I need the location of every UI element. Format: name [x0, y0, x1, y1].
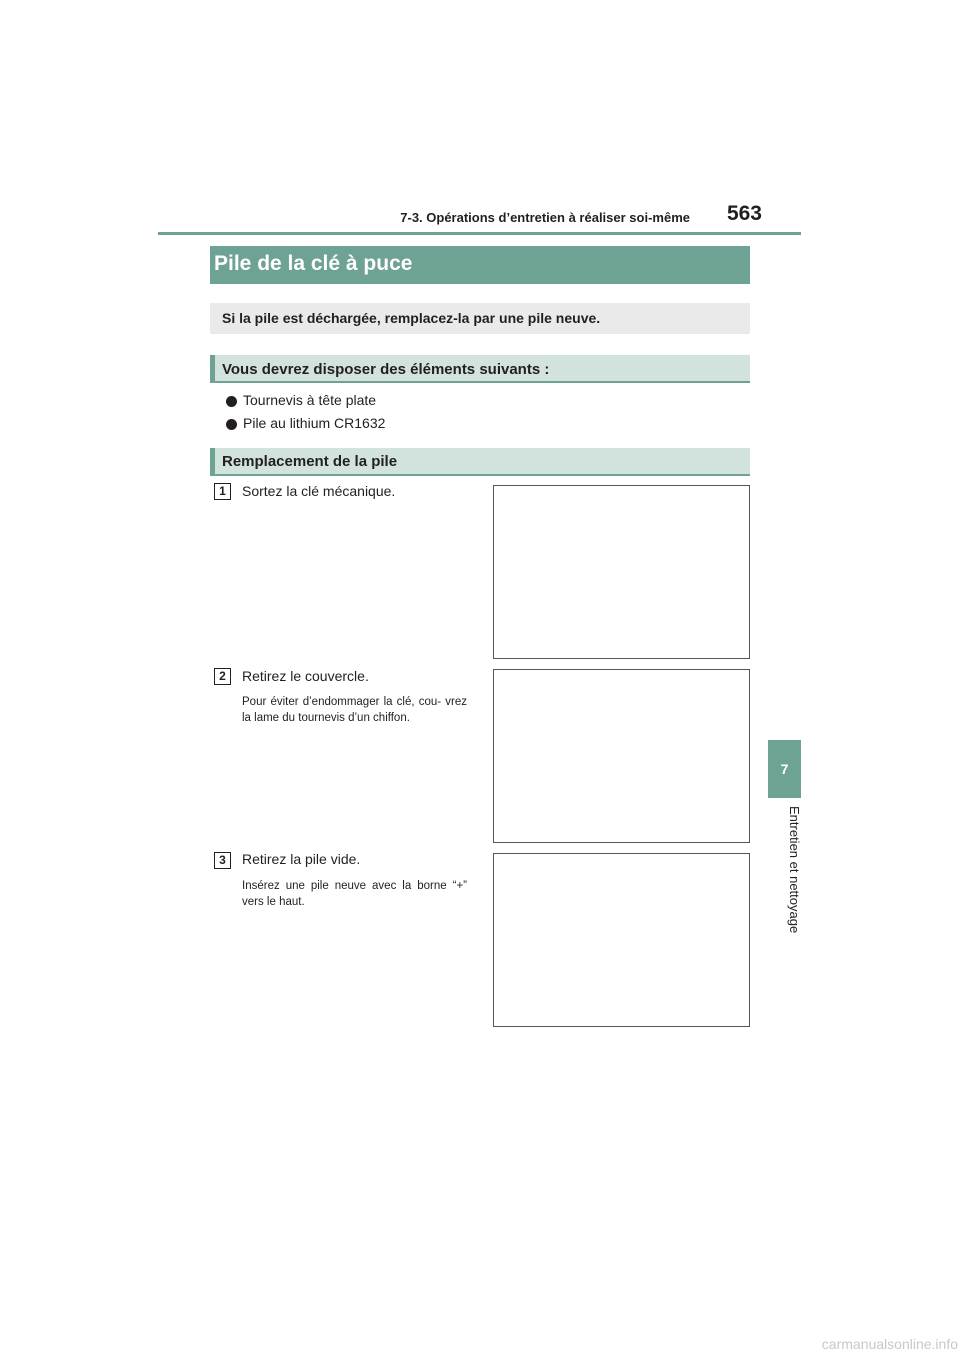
step-number: 3 [214, 852, 231, 869]
section-title: 7-3. Opérations d’entretien à réaliser soi-même [400, 210, 690, 225]
step-note: Insérez une pile neuve avec la borne “+” vers le haut. [242, 880, 467, 908]
step-number: 2 [214, 668, 231, 685]
replacement-heading: Remplacement de la pile [222, 453, 398, 470]
chapter-tab: 7 [768, 740, 801, 798]
bullet-icon [226, 396, 237, 407]
step-illustration [493, 485, 750, 659]
step-text: Retirez la pile vide. [242, 851, 361, 867]
intro-text: Si la pile est déchargée, remplacez-la par une pile neuve. [222, 310, 601, 326]
step-illustration [493, 853, 750, 1027]
step-illustration [493, 669, 750, 843]
bullet-icon [226, 419, 237, 430]
requirements-heading: Vous devrez disposer des éléments suivants : [222, 361, 550, 378]
header-rule [158, 232, 801, 235]
step-text: Retirez le couvercle. [242, 668, 369, 684]
requirement-item: Pile au lithium CR1632 [243, 415, 386, 431]
step-number: 1 [214, 483, 231, 500]
page-number: 563 [726, 202, 762, 225]
step-text: Sortez la clé mécanique. [242, 483, 396, 499]
step-note: Pour éviter d’endommager la clé, cou- vrez la lame du tournevis d’un chiffon. [242, 696, 467, 724]
page-title: Pile de la clé à puce [214, 252, 413, 275]
chapter-label: Entretien et nettoyage [787, 806, 802, 934]
requirement-item: Tournevis à tête plate [243, 392, 377, 408]
watermark: carmanualsonline.info [821, 1336, 958, 1352]
